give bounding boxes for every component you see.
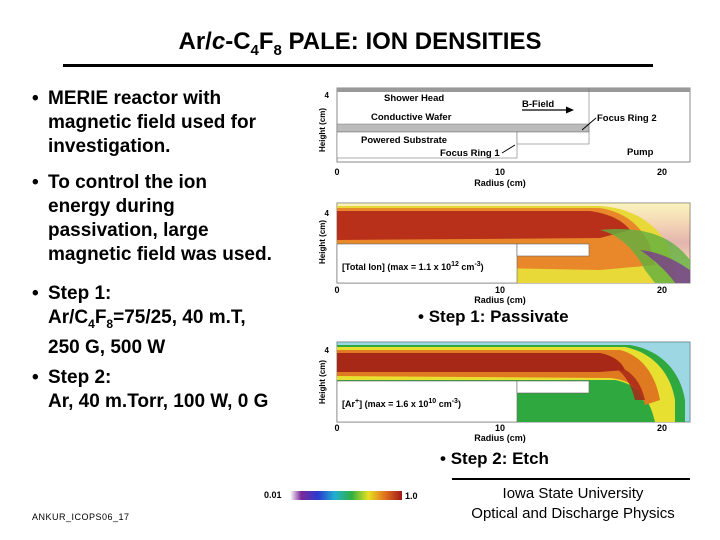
bullet-line: 250 G, 500 W	[48, 336, 166, 358]
bullet-line: passivation, large	[48, 220, 209, 241]
pump-label: Pump	[627, 147, 654, 158]
bullet-line: magnetic field was used.	[48, 244, 272, 265]
conductive-wafer-label: Conductive Wafer	[371, 112, 452, 123]
footer-rule	[452, 478, 690, 480]
reactor-schematic	[318, 88, 690, 188]
color-scale-bar	[290, 491, 402, 500]
caption-step1: • Step 1: Passivate	[418, 307, 569, 326]
powered-substrate-label: Powered Substrate	[361, 135, 448, 146]
ar-plus-plot	[318, 342, 690, 443]
svg-text:Height (cm): Height (cm)	[318, 220, 327, 264]
bullet-line: MERIE reactor with	[48, 88, 222, 109]
svg-text:Height (cm): Height (cm)	[318, 360, 327, 404]
bullet-line-gas-mix: $Ar/C_4F_8=75/25$, 40 m.T,	[48, 307, 246, 331]
footer-slide-id: ANKUR_ICOPS06_17	[32, 512, 130, 522]
footer-university: Iowa State University	[502, 485, 644, 502]
y-axis-label: Height (cm)	[318, 108, 327, 152]
bullet-dot: •	[32, 367, 39, 388]
bullet-dot: •	[32, 283, 39, 304]
bullet-line: investigation.	[48, 136, 171, 157]
svg-text:4: 4	[324, 346, 329, 355]
svg-text:10: 10	[494, 167, 506, 177]
color-scale-min: 0.01	[264, 490, 282, 500]
bullet-line: Step 2:	[48, 367, 112, 388]
title-rule	[63, 64, 653, 67]
page-title: $Ar/c-C_4F_8$ PALE: ION DENSITIES	[178, 28, 542, 59]
svg-text:0: 0	[334, 167, 340, 177]
b-field-label: B-Field	[522, 99, 555, 110]
focus-ring-block	[517, 132, 589, 144]
svg-text:0: 0	[334, 423, 340, 433]
reactor-figure	[300, 80, 710, 475]
svg-text:Radius (cm): Radius (cm)	[474, 433, 526, 443]
svg-text:10: 10	[494, 423, 506, 433]
caption-step2: • Step 2: Etch	[440, 449, 549, 468]
focus-ring-2-label: Focus Ring 2	[597, 113, 657, 124]
ar-plus-label: [Ar+] (max = 1.6 x $10^{10}$ $cm^{-3}$)	[342, 398, 461, 409]
bullet-dot: •	[32, 172, 39, 193]
svg-text:20: 20	[656, 423, 668, 433]
shower-head-label: Shower Head	[384, 93, 445, 104]
wafer-plate	[337, 124, 589, 132]
x-axis-label: Radius (cm)	[474, 178, 526, 188]
total-ion-plot	[318, 203, 690, 305]
bullet-dot: •	[32, 88, 39, 109]
footer-group: Optical and Discharge Physics	[471, 505, 675, 522]
svg-text:Radius (cm): Radius (cm)	[474, 295, 526, 305]
svg-text:4: 4	[324, 209, 329, 218]
color-scale-max: 1.0	[405, 491, 418, 501]
bullet-line: magnetic field used for	[48, 112, 256, 133]
total-ion-label: [Total Ion] (max = 1.1 x $10^{12}$ $cm^{-3}$)	[342, 261, 484, 272]
shower-head-plate	[337, 88, 690, 92]
focus-ring-1-label: Focus Ring 1	[440, 148, 500, 159]
bullet-line: Step 1:	[48, 283, 112, 304]
svg-text:0: 0	[334, 285, 340, 295]
svg-text:10: 10	[494, 285, 506, 295]
bullet-line: Ar, 40 m.Torr, 100 W, 0 G	[48, 391, 269, 412]
bullet-line: energy during	[48, 196, 175, 217]
bullet-line: To control the ion	[48, 172, 208, 193]
svg-text:20: 20	[656, 167, 668, 177]
footer-affiliation	[450, 484, 696, 524]
svg-text:20: 20	[656, 285, 668, 295]
svg-text:4: 4	[324, 91, 329, 100]
